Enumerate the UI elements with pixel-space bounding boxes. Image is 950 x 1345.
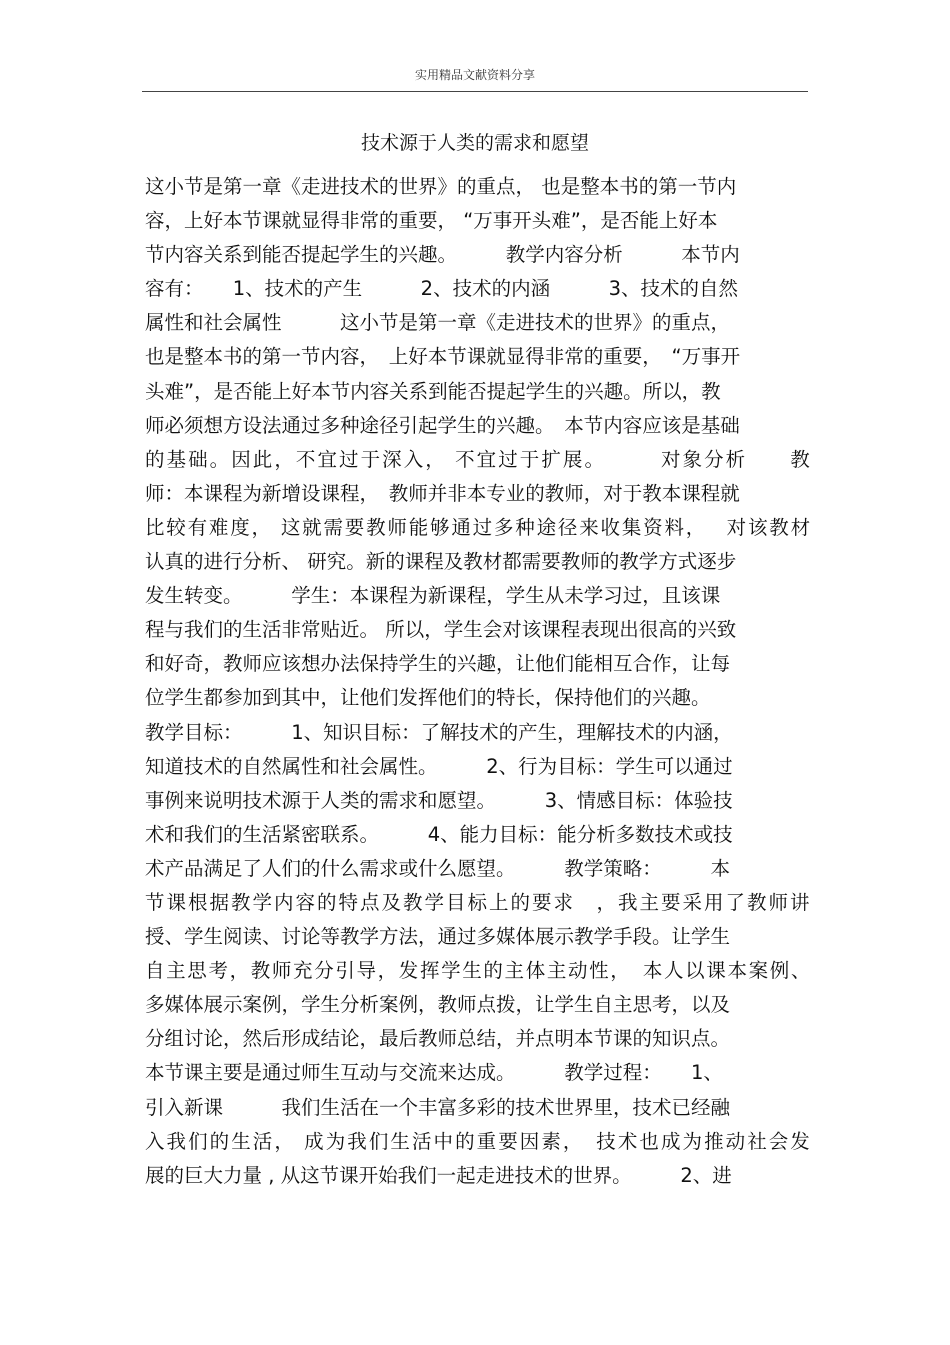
body-line: 比较有难度， 这就需要教师能够通过多种途径来收集资料， 对该教材	[145, 515, 812, 539]
document-body	[145, 173, 813, 1196]
document-title: 技术源于人类的需求和愿望	[360, 132, 589, 154]
body-line: 容有： 1、技术的产生 2、技术的内涵 3、技术的自然	[145, 277, 738, 301]
body-line: 本节课主要是通过师生互动与交流来达成。 教学过程： 1、	[145, 1061, 723, 1085]
body-line: 多媒体展示案例，学生分析案例，教师点拨，让学生自主思考，以及	[145, 993, 731, 1017]
body-line: 分组讨论，然后形成结论，最后教师总结，并点明本节课的知识点。	[145, 1027, 731, 1051]
body-line: 师必须想方设法通过多种途径引起学生的兴趣。 本节内容应该是基础	[145, 413, 740, 437]
page-header: 实用精品文献资料分享	[414, 68, 535, 82]
body-line: 术产品满足了人们的什么需求或什么愿望。 教学策略： 本	[145, 856, 731, 880]
body-line: 和好奇，教师应该想办法保持学生的兴趣，让他们能相互合作，让每	[145, 652, 731, 676]
body-line: 认真的进行分析、 研究。新的课程及教材都需要教师的教学方式逐步	[145, 550, 737, 574]
body-line: 属性和社会属性 这小节是第一章《走进技术的世界》的重点，	[145, 311, 731, 335]
body-line: 节内容关系到能否提起学生的兴趣。 教学内容分析 本节内	[145, 243, 740, 267]
body-line: 也是整本书的第一节内容， 上好本节课就显得非常的重要， “万事开	[145, 345, 741, 369]
body-line: 师：本课程为新增设课程， 教师并非本专业的教师，对于教本课程就	[145, 481, 740, 505]
body-line: 术和我们的生活紧密联系。 4、能力目标：能分析多数技术或技	[145, 822, 733, 846]
body-line: 位学生都参加到其中，让他们发挥他们的特长，保持他们的兴趣。	[145, 686, 711, 710]
body-line: 容，上好本节课就显得非常的重要， “万事开头难”，是否能上好本	[145, 209, 718, 233]
header-divider	[142, 91, 808, 92]
body-line: 事例来说明技术源于人类的需求和愿望。 3、情感目标：体验技	[145, 788, 733, 812]
body-line: 教学目标： 1、知识目标：了解技术的产生，理解技术的内涵，	[145, 720, 733, 744]
body-line: 入我们的生活， 成为我们生活中的重要因素， 技术也成为推动社会发	[145, 1129, 812, 1153]
body-line: 引入新课 我们生活在一个丰富多彩的技术世界里，技术已经融	[145, 1095, 731, 1119]
body-line: 自主思考，教师充分引导，发挥学生的主体主动性， 本人以课本案例、	[145, 959, 813, 983]
body-line: 这小节是第一章《走进技术的世界》的重点， 也是整本书的第一节内	[145, 175, 737, 198]
body-line: 节课根据教学内容的特点及教学目标上的要求 ，我主要采用了教师讲	[145, 890, 812, 914]
body-line: 的基础。因此，不宜过于深入， 不宜过于扩展。 对象分析 教	[145, 447, 812, 471]
body-line: 发生转变。 学生：本课程为新课程，学生从未学习过，且该课	[145, 584, 721, 608]
body-line: 知道技术的自然属性和社会属性。 2、行为目标：学生可以通过	[145, 754, 733, 778]
body-line: 展的巨大力量 , 从这节课开始我们一起走进技术的世界。 2、进	[145, 1163, 732, 1187]
body-line: 授、学生阅读、讨论等教学方法，通过多媒体展示教学手段。让学生	[145, 925, 731, 949]
body-line: 程与我们的生活非常贴近。 所以，学生会对该课程表现出很高的兴致	[145, 618, 737, 642]
body-line: 头难”，是否能上好本节内容关系到能否提起学生的兴趣。所以，教	[145, 379, 721, 403]
